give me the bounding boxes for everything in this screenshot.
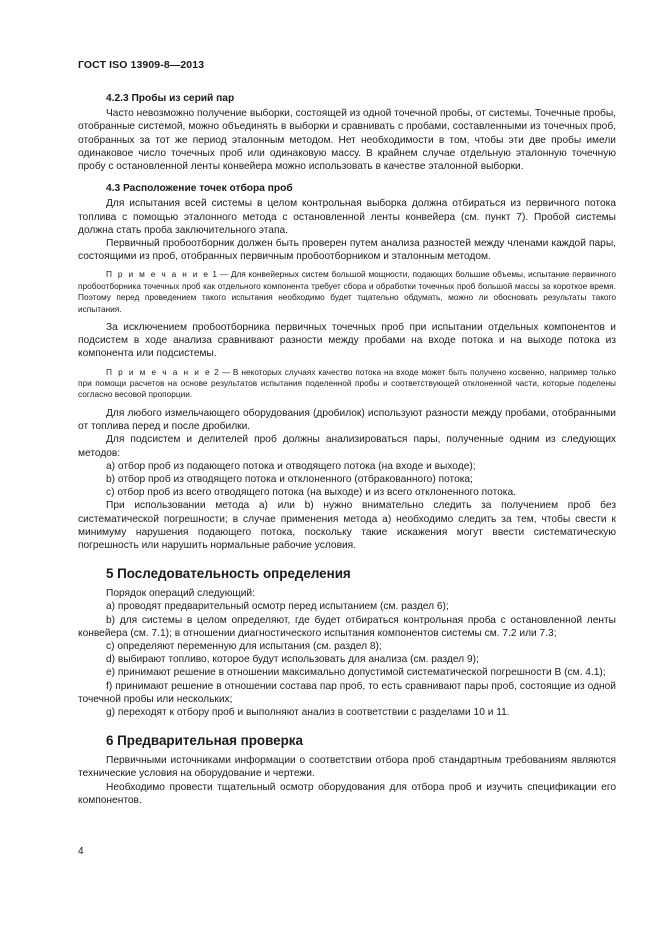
section-title-5: 5 Последовательность определения xyxy=(106,566,351,582)
list-item: c) определяют переменную для испытания (см. раздел 8); xyxy=(106,640,382,652)
paragraph: Для испытания всей системы в целом контрольная выборка должна отбираться из первичного потока топлива с помощью эталонного метода с остановленной ленты конвейера (см. пункт 7). Пробой системы должна стать проба заключительного этапа. xyxy=(78,198,616,236)
list-item: b) для системы в целом определяют, где будет отбираться контрольная проба с остановленной ленты конвейера (см. 7.1); в отношении диагностического испытания компонентов системы см. 7.2 или 7.3; xyxy=(78,614,616,639)
subsection-title-4-2-3: 4.2.3 Пробы из серий пар xyxy=(106,93,235,104)
note-2 xyxy=(78,367,616,401)
list-item: b) отбор проб из отводящего потока и отклоненного (отбракованного) потока; xyxy=(106,473,473,485)
note-1 xyxy=(78,269,616,315)
paragraph: Для любого измельчающего оборудования (дробилок) используют разности между пробами, отобранными от топлива перед и после дробилки. xyxy=(78,407,616,433)
paragraph: Необходимо провести тщательный осмотр оборудования для отбора проб и изучить спецификации его компонентов. xyxy=(78,781,616,806)
list-item: c) отбор проб из всего отводящего потока (на выходе) и из всего отклоненного потока. xyxy=(106,487,516,499)
section-title-6: 6 Предварительная проверка xyxy=(106,733,303,749)
list-item: a) отбор проб из подающего потока и отводящего потока (на входе и выходе); xyxy=(106,460,476,472)
note-label: П р и м е ч а н и е xyxy=(106,366,212,377)
list-item: d) выбирают топливо, которое будут использовать для анализа (см. раздел 9); xyxy=(106,654,479,666)
paragraph: За исключением пробоотборника первичных точечных проб при испытании отдельных компонентов и подсистем в ходе анализа сравнивают разности между пробами на входе потока и на выходе потока из компонента или подсистемы. xyxy=(78,322,616,360)
paragraph: Порядок операций следующий: xyxy=(106,588,255,600)
paragraph: Первичными источниками информации о соответствии отбора проб стандартным требованиям являются технические условия на оборудование и чертежи. xyxy=(78,755,616,780)
list-item: a) проводят предварительный осмотр перед испытанием (см. раздел 6); xyxy=(106,601,449,613)
list-item: g) переходят к отбору проб и выполняют анализ в соответствии с разделами 10 и 11. xyxy=(106,706,510,718)
note-text: 1 — Для конвейерных систем большой мощности, подающих большие объемы, испытание первичного пробоотборника точечных проб как отдельного компонента требует сбора и обработки точечных проб большой массы за короткое время. Поэтому перед проведением такого испытания необходимо будет тщательно обдумать, можно ли обосновать результаты такого испытания. xyxy=(78,269,616,314)
list-item: e) принимают решение в отношении максимально допустимой систематической погрешности В (см. 4.1); xyxy=(106,667,606,679)
document-code-header: ГОСТ ISO 13909-8—2013 xyxy=(78,59,205,71)
paragraph: Первичный пробоотборник должен быть проверен путем анализа разностей между членами каждой пары, состоящими из проб, отобранных первичным пробоотборником и эталонным методом. xyxy=(78,238,616,263)
list-item: f) принимают решение в отношении состава пар проб, то есть сравнивают пары проб, состоящие из одной точечной пробы или нескольких; xyxy=(78,680,616,705)
paragraph: Часто невозможно получение выборки, состоящей из одной точечной пробы, от системы. Точечные пробы, отобранные системой, можно объединять в выборки и сравнивать с пробами, составленными из точечных проб, отобранных за тот же период эталонным методом. Нет необходимости в том, чтобы эти две пробы имели одинаковое число точечных проб или одинаковую массу. В крайнем случае отдельную эталонную точечную пробу с остановленной ленты конвейера можно использовать в качестве эталонной выборки. xyxy=(78,108,616,173)
paragraph: Для подсистем и делителей проб должны анализироваться пары, полученные одним из следующих методов: xyxy=(78,434,616,459)
subsection-title-4-3: 4.3 Расположение точек отбора проб xyxy=(106,183,293,195)
paragraph: При использовании метода а) или b) нужно внимательно следить за получением проб без систематической погрешности; в случае применения метода а) необходимо следить за тем, чтобы свести к минимуму нарушения подающего потока, поскольку такие искажения могут ввести систематическую погрешность или нарушить нормальные рабочие условия. xyxy=(78,500,616,551)
page-number: 4 xyxy=(78,846,84,857)
note-text: 2 — В некоторых случаях качество потока на входе может быть получено косвенно, например только при помощи расчетов на основе результатов испытания поделенной пробы и соответствующей отклоненной части, которые поделены согласно весовой пропорции. xyxy=(78,366,616,400)
document-body xyxy=(78,92,616,807)
note-label: П р и м е ч а н и е xyxy=(106,269,210,280)
